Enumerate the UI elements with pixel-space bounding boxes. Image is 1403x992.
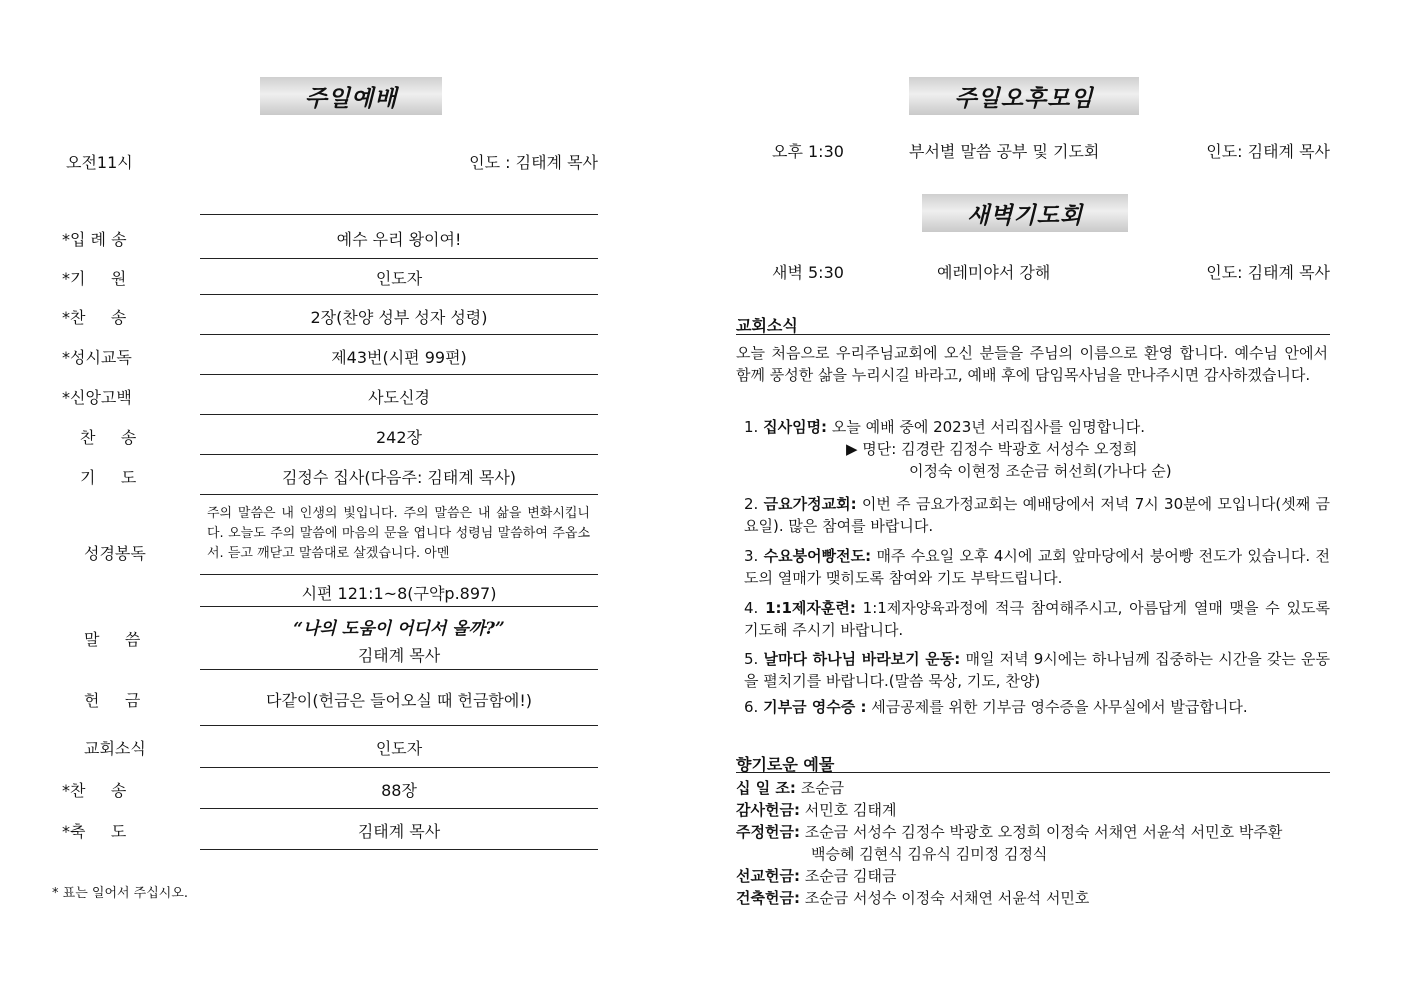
news-item-num: 2. bbox=[744, 495, 759, 513]
offerings-title-rule bbox=[736, 772, 1330, 773]
order-label-creed: *신앙고백 bbox=[62, 388, 132, 407]
dawn-banner bbox=[922, 194, 1128, 232]
order-value-hymn-1: 2장(찬양 성부 성자 성령) bbox=[310, 308, 488, 327]
order-value-hymn-2: 242장 bbox=[376, 428, 422, 447]
order-label-responsive-reading: *성시교독 bbox=[62, 348, 132, 367]
order-value-offering: 다같이(헌금은 들어오실 때 헌금함에!) bbox=[266, 691, 532, 710]
order-rule bbox=[200, 414, 598, 415]
order-label-hymn-3: *찬 송 bbox=[62, 781, 127, 800]
offerings-title: 향기로운 예물 bbox=[736, 755, 835, 774]
order-rule bbox=[200, 725, 598, 726]
order-rule bbox=[200, 669, 598, 670]
news-item-text: 매일 저녁 9시에는 하나님께 집중하는 시간을 갖는 운동을 펼치기를 바랍니다.(말씀 묵상, 기도, 찬양) bbox=[744, 650, 1330, 690]
offering-row-thanks bbox=[736, 799, 896, 821]
news-item-text: 이번 주 금요가정교회는 예배당에서 저녁 7시 30분에 모입니다(셋째 금요일). 많은 참여를 바랍니다. bbox=[744, 495, 1330, 535]
order-value-creed: 사도신경 bbox=[368, 388, 430, 407]
offering-row-mission bbox=[736, 865, 896, 887]
order-label-sermon: 말 씀 bbox=[84, 630, 141, 649]
news-item-head: 기부금 영수증 : bbox=[763, 698, 867, 716]
order-rule bbox=[200, 294, 598, 295]
news-item-num: 5. bbox=[744, 650, 759, 668]
news-item-5 bbox=[744, 648, 1330, 692]
news-item-3 bbox=[744, 545, 1330, 589]
dawn-banner-text: 새벽기도회 bbox=[966, 201, 1084, 229]
order-label-hymn-2: 찬 송 bbox=[80, 428, 137, 447]
news-item-text: 세금공제를 위한 기부금 영수증을 사무실에서 발급합니다. bbox=[871, 698, 1248, 716]
order-rule bbox=[200, 258, 598, 259]
news-item-num: 4. bbox=[744, 599, 759, 617]
news-item-4 bbox=[744, 597, 1330, 641]
news-item-2 bbox=[744, 493, 1330, 537]
news-title-rule bbox=[736, 334, 1330, 335]
order-rule bbox=[200, 374, 598, 375]
order-value-sermon-preacher: 김태계 목사 bbox=[357, 646, 441, 665]
afternoon-time: 오후 1:30 bbox=[772, 142, 844, 161]
afternoon-banner-text: 주일오후모임 bbox=[954, 84, 1094, 112]
order-label-benediction: *축 도 bbox=[62, 822, 127, 841]
order-label-invocation: *기 원 bbox=[62, 269, 127, 288]
offering-label: 주정헌금: bbox=[736, 823, 800, 841]
order-rule bbox=[200, 454, 598, 455]
news-item-head: 집사임명: bbox=[763, 418, 828, 436]
news-item-text: 오늘 예배 중에 2023년 서리집사를 임명합니다. bbox=[831, 418, 1145, 436]
news-item-6 bbox=[744, 696, 1330, 718]
order-value-prayer: 김정수 집사(다음주: 김태계 목사) bbox=[281, 468, 517, 487]
offering-label: 선교헌금: bbox=[736, 867, 800, 885]
offering-row-weekly-continued: 백승혜 김현식 김유식 김미정 김정식 bbox=[811, 845, 1048, 863]
order-rule bbox=[200, 334, 598, 335]
order-rule bbox=[200, 808, 598, 809]
news-item-head: 수요붕어빵전도: bbox=[763, 547, 872, 565]
news-intro: 오늘 처음으로 우리주님교회에 오신 분들을 주님의 이름으로 환영 합니다. 예수님 안에서 함께 풍성한 삶을 누리시길 바라고, 예배 후에 담임목사님을 만나주시면 감사하겠습니다. bbox=[736, 344, 1328, 384]
news-title: 교회소식 bbox=[736, 316, 798, 335]
news-item-num: 1. bbox=[744, 418, 759, 436]
offering-label: 감사헌금: bbox=[736, 801, 800, 819]
order-value-scripture-passage: 시편 121:1~8(구약p.897) bbox=[301, 584, 497, 603]
offering-row-building bbox=[736, 887, 1089, 909]
offering-row-tithe bbox=[736, 777, 844, 799]
news-item-head: 1:1제자훈련: bbox=[765, 599, 856, 617]
order-rule bbox=[200, 214, 598, 215]
worship-leader: 인도 : 김태계 목사 bbox=[469, 153, 598, 172]
worship-time: 오전11시 bbox=[66, 153, 133, 172]
dawn-leader: 인도: 김태계 목사 bbox=[1206, 263, 1330, 282]
offering-label: 십 일 조: bbox=[736, 779, 796, 797]
news-item-num: 3. bbox=[744, 547, 759, 565]
offering-label: 건축헌금: bbox=[736, 889, 800, 907]
order-value-responsive-reading: 제43번(시편 99편) bbox=[331, 348, 467, 367]
offering-names: 조순금 서성수 김정수 박광호 오정희 이정숙 서채연 서윤석 서민호 박주환 bbox=[804, 823, 1283, 841]
standing-footnote: * 표는 일어서 주십시오. bbox=[52, 886, 189, 901]
dawn-desc: 예레미야서 강해 bbox=[937, 263, 1051, 282]
order-label-entrance-hymn: *입 례 송 bbox=[62, 230, 127, 249]
order-rule bbox=[200, 574, 598, 575]
order-rule bbox=[200, 494, 598, 495]
order-value-announcements: 인도자 bbox=[375, 739, 423, 758]
order-value-hymn-3: 88장 bbox=[381, 781, 417, 800]
offering-names: 서민호 김태계 bbox=[804, 801, 897, 819]
afternoon-banner bbox=[909, 77, 1139, 115]
order-label-announcements: 교회소식 bbox=[84, 739, 146, 758]
news-item-1-list-line-1: ▶ 명단: 김경란 김정수 박광호 서성수 오정희 bbox=[846, 440, 1138, 458]
order-value-invocation: 인도자 bbox=[375, 269, 423, 288]
news-item-1 bbox=[744, 416, 1330, 438]
offering-names: 조순금 bbox=[800, 779, 845, 797]
news-item-num: 6. bbox=[744, 698, 759, 716]
order-rule bbox=[200, 606, 598, 607]
news-item-text: 매주 수요일 오후 4시에 교회 앞마당에서 붕어빵 전도가 있습니다. 전도의 열매가 맺히도록 참여와 기도 부탁드립니다. bbox=[744, 547, 1330, 587]
order-value-scripture-prayer: 주의 말씀은 내 인생의 빛입니다. 주의 말씀은 내 삶을 변화시킵니다. 오늘도 주의 말씀에 마음의 문을 엽니다 성령님 말씀하여 주옵소서. 듣고 깨닫고 말씀대로 살겠습니다. 아멘 bbox=[207, 506, 590, 561]
offering-names: 조순금 김태금 bbox=[804, 867, 897, 885]
dawn-time: 새벽 5:30 bbox=[772, 263, 844, 282]
news-item-head: 날마다 하나님 바라보기 운동: bbox=[763, 650, 961, 668]
order-value-entrance-hymn: 예수 우리 왕이여! bbox=[336, 230, 462, 249]
order-label-offering: 헌 금 bbox=[84, 691, 141, 710]
order-label-hymn-1: *찬 송 bbox=[62, 308, 127, 327]
news-item-head: 금요가정교회: bbox=[763, 495, 857, 513]
order-rule bbox=[200, 849, 598, 850]
afternoon-leader: 인도: 김태계 목사 bbox=[1206, 142, 1330, 161]
afternoon-desc: 부서별 말씀 공부 및 기도회 bbox=[909, 142, 1100, 161]
order-label-prayer: 기 도 bbox=[80, 468, 137, 487]
news-item-1-list-line-2: 이정숙 이현정 조순금 허선희(가나다 순) bbox=[909, 462, 1172, 480]
order-value-sermon-title: “나의 도움이 어디서 올까?” bbox=[293, 619, 505, 639]
order-rule bbox=[200, 767, 598, 768]
worship-banner-text: 주일예배 bbox=[304, 84, 398, 112]
news-item-text: 1:1제자양육과정에 적극 참여해주시고, 아름답게 열매 맺을 수 있도록 기도해 주시기 바랍니다. bbox=[744, 599, 1330, 639]
offering-row-weekly bbox=[736, 821, 1282, 843]
order-label-scripture: 성경봉독 bbox=[84, 544, 146, 563]
order-value-benediction: 김태계 목사 bbox=[357, 822, 441, 841]
offering-names: 조순금 서성수 이정숙 서채연 서윤석 서민호 bbox=[804, 889, 1090, 907]
worship-banner bbox=[260, 77, 442, 115]
